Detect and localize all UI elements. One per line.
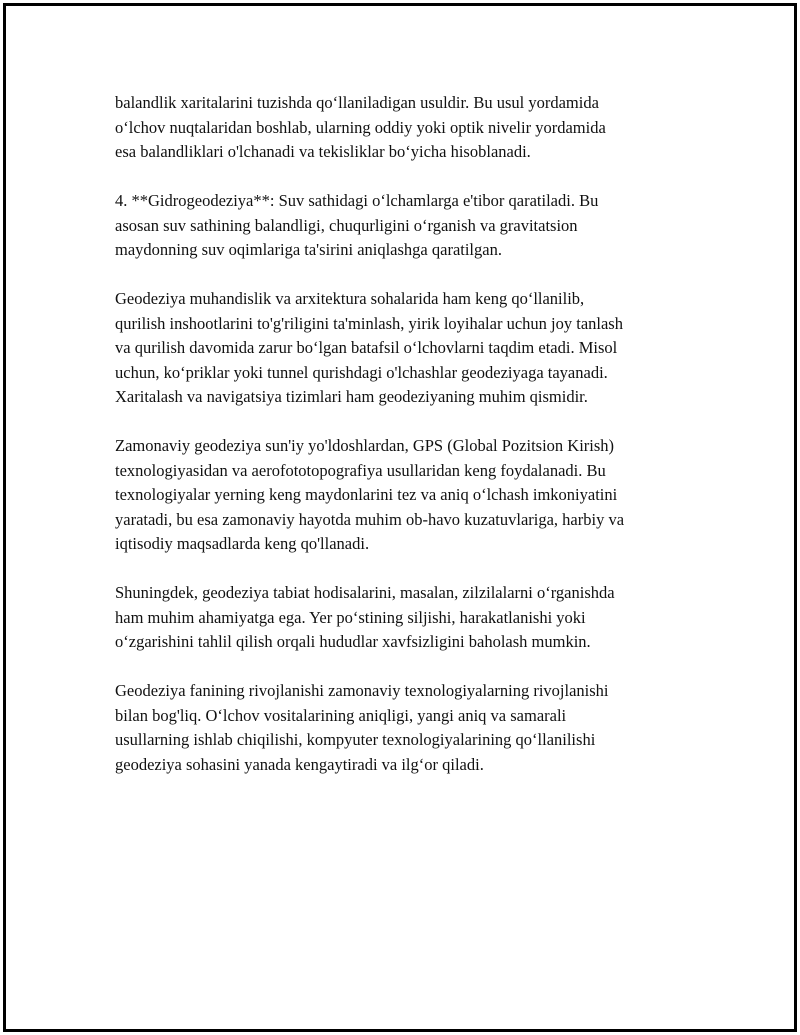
paragraph-engineering-applications: Geodeziya muhandislik va arxitektura sohalarida ham keng qo‘llanilib, qurilish inshootlarini to'g'riligini ta'minlash, yirik loyihalar uchun joy tanlash va qurilish davomida zarur bo‘lgan batafsil o‘lchovlarni taqdim etadi. Misol uchun, ko‘priklar yoki tunnel qurishdagi o'lchashlar geodeziyaga tayanadi. Xaritalash va navigatsiya tizimlari ham geodeziyaning muhim qismidir.: [115, 289, 623, 406]
paragraph-natural-phenomena: Shuningdek, geodeziya tabiat hodisalarini, masalan, zilzilalarni o‘rganishda ham muhim ahamiyatga ega. Yer po‘stining siljishi, harakatlanishi yoki o‘zgarishini tahlil qilish orqali hududlar xavfsizligini baholash mumkin.: [115, 583, 615, 651]
paragraph-hydrogeodesy: 4. **Gidrogeodeziya**: Suv sathidagi o‘lchamlarga e'tibor qaratiladi. Bu asosan suv sathining balandligi, chuqurligini o‘rganish va gravitatsion maydonning suv oqimlariga ta'sirini aniqlashga qaratilgan.: [115, 191, 599, 259]
paragraph-modern-geodesy: Zamonaviy geodeziya sun'iy yo'ldoshlardan, GPS (Global Pozitsion Kirish) texnologiyasidan va aerofototopografiya usullaridan keng foydalanadi. Bu texnologiyalar yerning keng maydonlarini tez va aniq o‘lchash imkoniyatini yaratadi, bu esa zamonaviy hayotda muhim ob-havo kuzatuvlariga, harbiy va iqtisodiy maqsadlarda keng qo'llanadi.: [115, 436, 625, 553]
paragraph-development: Geodeziya fanining rivojlanishi zamonaviy texnologiyalarning rivojlanishi bilan bog'liq. O‘lchov vositalarining aniqligi, yangi aniq va samarali usullarning ishlab chiqilishi, kompyuter texnologiyalarining qo‘llanilishi geodeziya sohasini yanada kengaytiradi va ilg‘or qiladi.: [115, 681, 609, 774]
document-body: [115, 91, 705, 802]
paragraph-levelling-continuation: balandlik xaritalarini tuzishda qo‘llaniladigan usuldir. Bu usul yordamida o‘lchov nuqtalaridan boshlab, ularning oddiy yoki optik nivelir yordamida esa balandliklari o'lchanadi va tekisliklar bo‘yicha hisoblanadi.: [115, 93, 606, 161]
